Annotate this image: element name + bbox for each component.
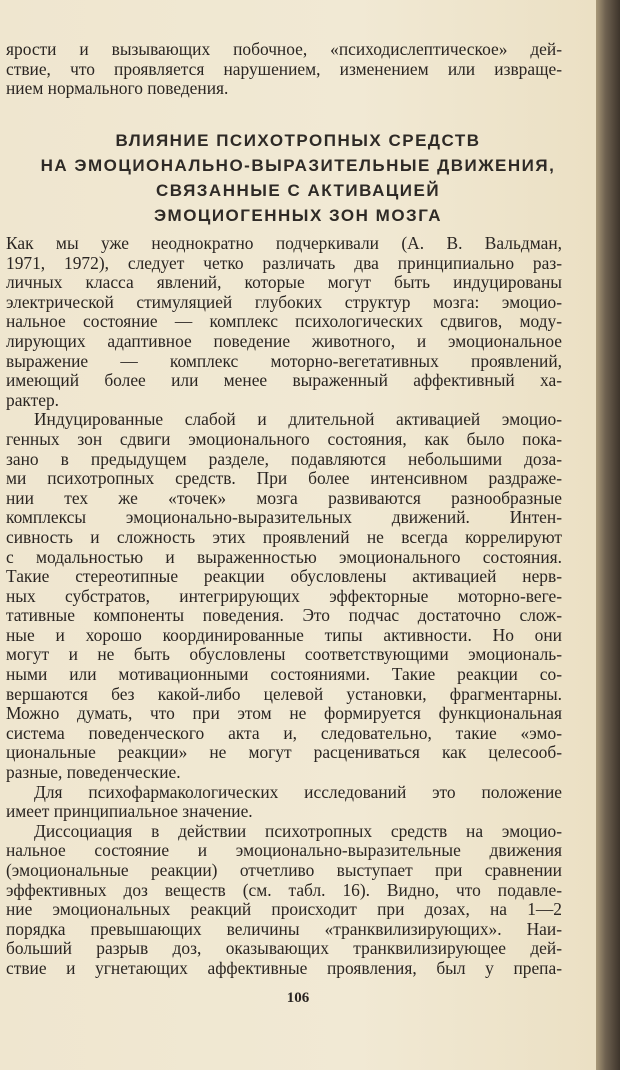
text-line: больший разрыв доз, оказывающих транквилизирующее дей- [6, 939, 562, 959]
text-line: ных субстратов, интегрирующих эффекторные моторно-веге- [6, 586, 562, 606]
text-line: Такие стереотипные реакции обусловлены активацией нерв- [6, 567, 562, 587]
heading-line: ВЛИЯНИЕ ПСИХОТРОПНЫХ СРЕДСТВ [115, 131, 481, 150]
text-line: выражение — комплекс моторно-вегетативных проявлений, [6, 351, 562, 371]
text-line: ные и хорошо координированные типы активности. Но они [6, 625, 562, 645]
heading-line: СВЯЗАННЫЕ С АКТИВАЦИЕЙ [155, 181, 441, 200]
text-line: имеет принципиальное значение. [6, 802, 253, 822]
text-line: система поведенческого акта и, следовательно, такие «эмо- [6, 723, 562, 743]
text-line: ствие и угнетающих аффективные проявления, был у препа- [6, 958, 562, 978]
top-paragraph [6, 40, 562, 99]
text-line: нальное состояние и эмоционально-выразительные движения [6, 841, 562, 861]
text-line: Индуцированные слабой и длительной активацией эмоцио- [34, 410, 562, 430]
text-line: ными или мотивационными состояниями. Такие реакции со- [6, 665, 562, 685]
body-text [6, 234, 562, 979]
heading-line: НА ЭМОЦИОНАЛЬНО-ВЫРАЗИТЕЛЬНЫЕ ДВИЖЕНИЯ, [40, 156, 556, 175]
text-line: Можно думать, что при этом не формируется функциональная [6, 704, 562, 724]
text-line: 1971, 1972), следует четко различать два принципиально раз- [6, 253, 562, 273]
section-heading [0, 128, 596, 228]
text-line: имеющий более или менее выраженный аффективный ха- [6, 371, 562, 391]
text-line: генных зон сдвиги эмоционального состояния, как было пока- [6, 429, 562, 449]
text-line: разные, поведенческие. [6, 763, 181, 783]
text-line: комплексы эмоционально-выразительных движений. Интен- [6, 508, 562, 528]
text-line: сивность и сложность этих проявлений не всегда коррелируют [6, 527, 562, 547]
text-line: ствие, что проявляется нарушением, изменением или извраще- [6, 59, 562, 79]
text-line: с модальностью и выраженностью эмоционального состояния. [6, 547, 562, 567]
text-line: порядка превышающих величины «транквилизирующих». Наи- [6, 919, 562, 939]
heading-line: ЭМОЦИОГЕННЫХ ЗОН МОЗГА [153, 206, 443, 225]
text-line: ярости и вызывающих побочное, «психодислептическое» дей- [6, 40, 562, 59]
text-line: рактер. [6, 390, 59, 410]
text-line: могут и не быть обусловлены соответствующими эмоциональ- [6, 645, 562, 665]
text-line: ние эмоциональных реакций происходит при дозах, на 1—2 [6, 900, 562, 920]
text-line: нальное состояние — комплекс психологических сдвигов, моду- [6, 312, 562, 332]
book-spine-shadow [596, 0, 620, 1070]
text-line: эффективных доз веществ (см. табл. 16). Видно, что подавле- [6, 880, 562, 900]
text-line: Как мы уже неоднократно подчеркивали (А. В. Вальдман, [6, 234, 562, 253]
text-line: (эмоциональные реакции) отчетливо выступает при сравнении [6, 861, 562, 880]
page-number: 106 [286, 990, 310, 1006]
text-line: личных класса явлений, которые могут быть индуцированы [6, 273, 562, 293]
text-line: ми психотропных средств. При более интенсивном раздраже- [6, 469, 562, 489]
text-line: зано в предыдущем разделе, подавляются небольшими доза- [6, 449, 562, 469]
text-line: электрической стимуляцией глубоких структур мозга: эмоцио- [6, 292, 562, 312]
text-line: лирующих адаптивное поведение животного, и эмоциональное [6, 331, 562, 351]
text-line: тативные компоненты поведения. Это подчас достаточно слож- [6, 606, 562, 626]
text-line: нии тех же «точек» мозга развиваются разнообразные [6, 488, 562, 508]
text-line: вершаются без какой-либо целевой установки, фрагментарны. [6, 684, 562, 704]
text-line: Диссоциация в действии психотропных средств на эмоцио- [34, 821, 562, 841]
text-line: циональные реакции» не могут расцениваться как целесооб- [6, 743, 562, 763]
text-line: Для психофармакологических исследований это положение [34, 782, 562, 802]
text-line: нием нормального поведения. [6, 79, 229, 99]
